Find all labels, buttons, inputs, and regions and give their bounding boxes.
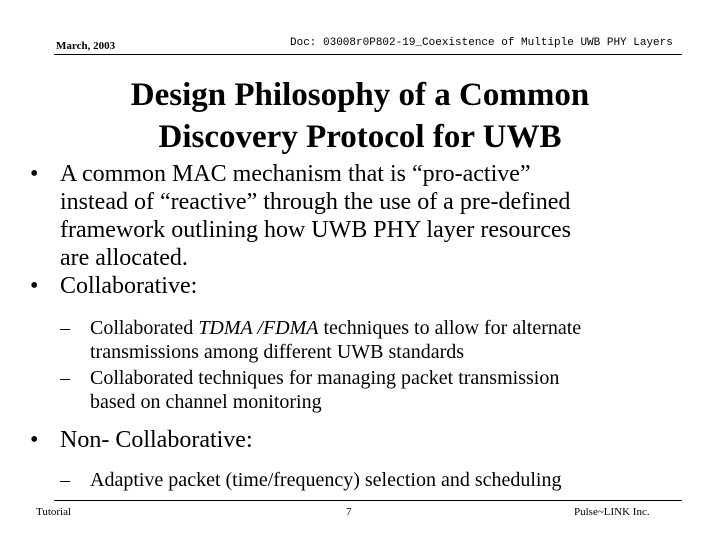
- subbullet-adaptive-packet: [30, 468, 690, 492]
- title-line-1: Design Philosophy of a Common: [130, 77, 590, 113]
- slide-body: [30, 160, 690, 492]
- title-line-2: Discovery Protocol for UWB: [158, 119, 562, 155]
- page-number: 7: [346, 506, 352, 518]
- bullet-line: are allocated.: [60, 245, 188, 271]
- bullet-common-mac: [30, 160, 690, 272]
- subbullet-line: transmissions among different UWB standards: [90, 341, 465, 363]
- bullet-collaborative: [30, 272, 690, 300]
- header-doc-id: Doc: 03008r0P802-19_Coexistence of Multiple UWB PHY Layers: [290, 37, 673, 49]
- footer-divider: [54, 500, 682, 501]
- bullet-line: A common MAC mechanism that is “pro-active”: [60, 161, 531, 187]
- subbullet-line: based on channel monitoring: [90, 391, 322, 413]
- footer-label: Tutorial: [36, 506, 72, 518]
- subbullet-line: Adaptive packet (time/frequency) selection and scheduling: [90, 469, 562, 491]
- footer-company: Pulse~LINK Inc.: [574, 506, 650, 518]
- header-divider: [54, 54, 682, 55]
- subbullet-channel-monitoring: [30, 366, 690, 414]
- bullet-marker: •: [30, 273, 39, 299]
- slide-title: [0, 74, 720, 158]
- bullet-line: Non- Collaborative:: [60, 427, 253, 453]
- header-date: March, 2003: [56, 40, 116, 52]
- bullet-marker: •: [30, 161, 39, 187]
- subbullet-marker: –: [60, 367, 70, 389]
- subbullet-marker: –: [60, 317, 70, 339]
- bullet-line: framework outlining how UWB PHY layer resources: [60, 217, 571, 243]
- italic-term: TDMA /FDMA: [198, 317, 319, 339]
- bullet-marker: •: [30, 427, 39, 453]
- subbullet-line: Collaborated techniques for managing packet transmission: [90, 367, 560, 389]
- bullet-non-collaborative: [30, 426, 690, 454]
- subbullet-marker: –: [60, 469, 70, 491]
- bullet-line: Collaborative:: [60, 273, 198, 299]
- subbullet-line: Collaborated TDMA /FDMA techniques to allow for alternate: [90, 317, 582, 339]
- bullet-line: instead of “reactive” through the use of a pre-defined: [60, 189, 571, 215]
- subbullet-tdma-fdma: [30, 316, 690, 364]
